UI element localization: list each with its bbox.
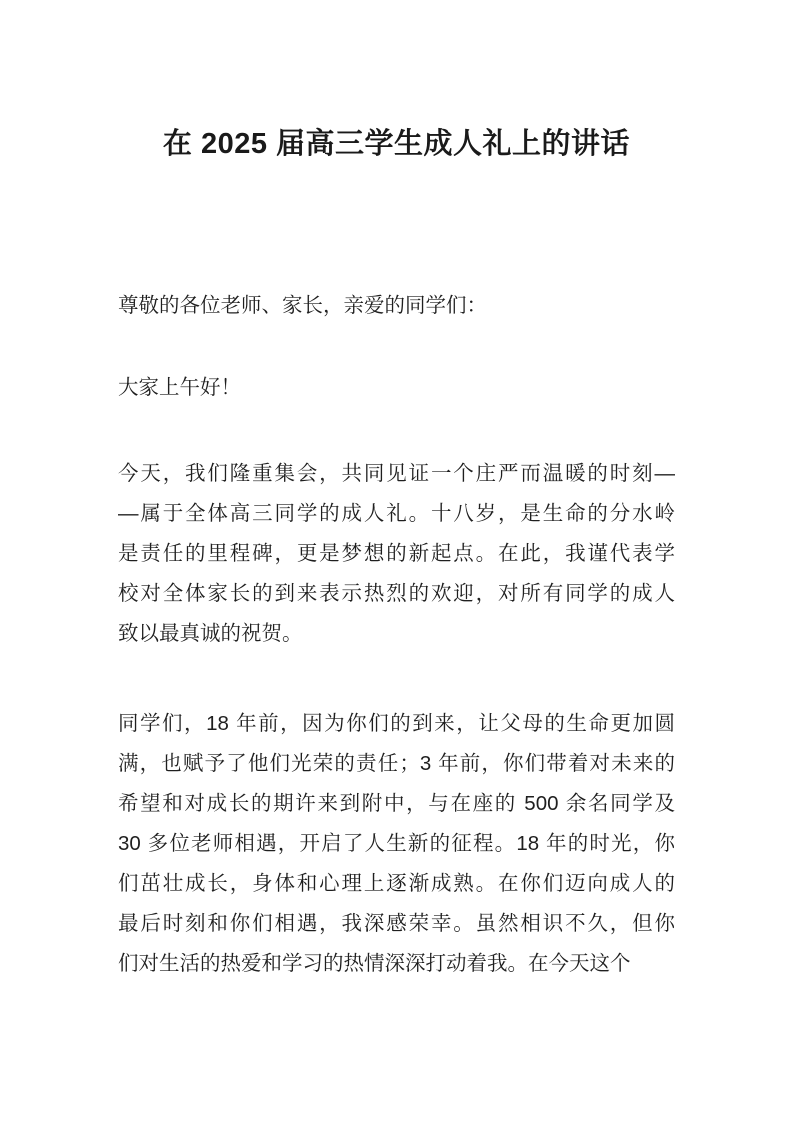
paragraph-line: 大家上午好！ xyxy=(118,376,241,399)
paragraph xyxy=(118,286,675,326)
paragraph-line: 最后时刻和你们相遇，我深感荣幸。虽然相识不久，但你 xyxy=(118,912,675,935)
document-body xyxy=(118,286,675,984)
paragraph-line: 尊敬的各位老师、家长，亲爱的同学们： xyxy=(118,294,487,317)
paragraph-line: 希望和对成长的期许来到附中，与在座的 500 余名同学及 xyxy=(118,792,675,815)
paragraph-line: 今天，我们隆重集会，共同见证一个庄严而温暖的时刻— xyxy=(118,462,675,485)
paragraph-line: —属于全体高三同学的成人礼。十八岁，是生命的分水岭 xyxy=(118,502,675,525)
paragraph xyxy=(118,704,675,984)
paragraph-line: 同学们，18 年前，因为你们的到来，让父母的生命更加圆 xyxy=(118,712,675,735)
paragraph-line: 们对生活的热爱和学习的热情深深打动着我。在今天这个 xyxy=(118,952,631,975)
paragraph-line: 致以最真诚的祝贺。 xyxy=(118,622,303,645)
paragraph xyxy=(118,368,675,408)
paragraph-line: 们茁壮成长，身体和心理上逐渐成熟。在你们迈向成人的 xyxy=(118,872,675,895)
document-title: 在 2025 届高三学生成人礼上的讲话 xyxy=(162,128,631,160)
paragraph-line: 校对全体家长的到来表示热烈的欢迎，对所有同学的成人 xyxy=(118,582,675,605)
paragraph-line: 满，也赋予了他们光荣的责任；3 年前，你们带着对未来的 xyxy=(118,752,675,775)
paragraph-line: 30 多位老师相遇，开启了人生新的征程。18 年的时光，你 xyxy=(118,832,675,855)
paragraph-line: 是责任的里程碑，更是梦想的新起点。在此，我谨代表学 xyxy=(118,542,675,565)
paragraph xyxy=(118,454,675,654)
